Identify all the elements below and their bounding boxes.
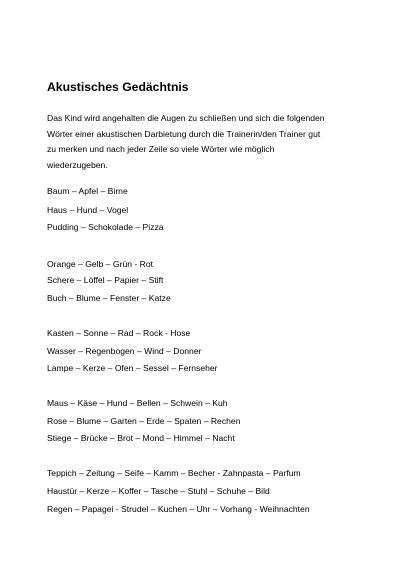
word-list-line: Rose – Blume – Garten – Erde – Spaten – Rechen (47, 416, 241, 426)
word-list-line: Maus – Käse – Hund – Bellen – Schwein – Kuh (47, 398, 228, 408)
intro-paragraph (47, 111, 367, 173)
word-list-line: Pudding – Schokolade – Pizza (47, 222, 164, 232)
word-list-line: Schere – Löffel – Papier – Stift (47, 275, 164, 285)
word-list-line: Kasten – Sonne – Rad – Rock - Hose (47, 328, 191, 338)
intro-line: zu merken und nach jeder Zeile so viele Wörter wie möglich (47, 144, 275, 154)
word-list-line: Wasser – Regenbogen – Wind – Donner (47, 346, 202, 356)
page-title: Akustisches Gedächtnis (47, 80, 189, 94)
intro-line: wiederzugeben. (47, 159, 108, 170)
word-list-line: Regen – Papagei - Strudel – Kuchen – Uhr – Vorhang - Weihnachten (47, 504, 310, 514)
word-list-line: Haustür – Kerze – Koffer – Tasche – Stuhl – Schuhe – Bild (47, 486, 270, 496)
word-list-line: Lampe – Kerze – Ofen – Sessel – Fernseher (47, 363, 218, 373)
word-list-line: Teppich – Zeitung – Seife – Kamm – Becher - Zahnpasta – Parfum (47, 468, 301, 478)
word-list-line: Orange – Gelb – Grün - Rot (47, 259, 154, 269)
intro-line: Das Kind wird angehalten die Augen zu schließen und sich die folgenden (47, 113, 325, 123)
word-list-line: Haus – Hund – Vogel (47, 205, 129, 215)
intro-line: Wörter einer akustischen Darbietung durch die Trainerin/den Trainer gut (47, 128, 321, 139)
word-list-line: Stiege – Brücke – Brot – Mond – Himmel – Nacht (47, 433, 235, 443)
word-list-line: Buch – Blume – Fenster – Katze (47, 293, 171, 303)
word-list-line: Baum – Apfel – Birne (47, 186, 128, 196)
